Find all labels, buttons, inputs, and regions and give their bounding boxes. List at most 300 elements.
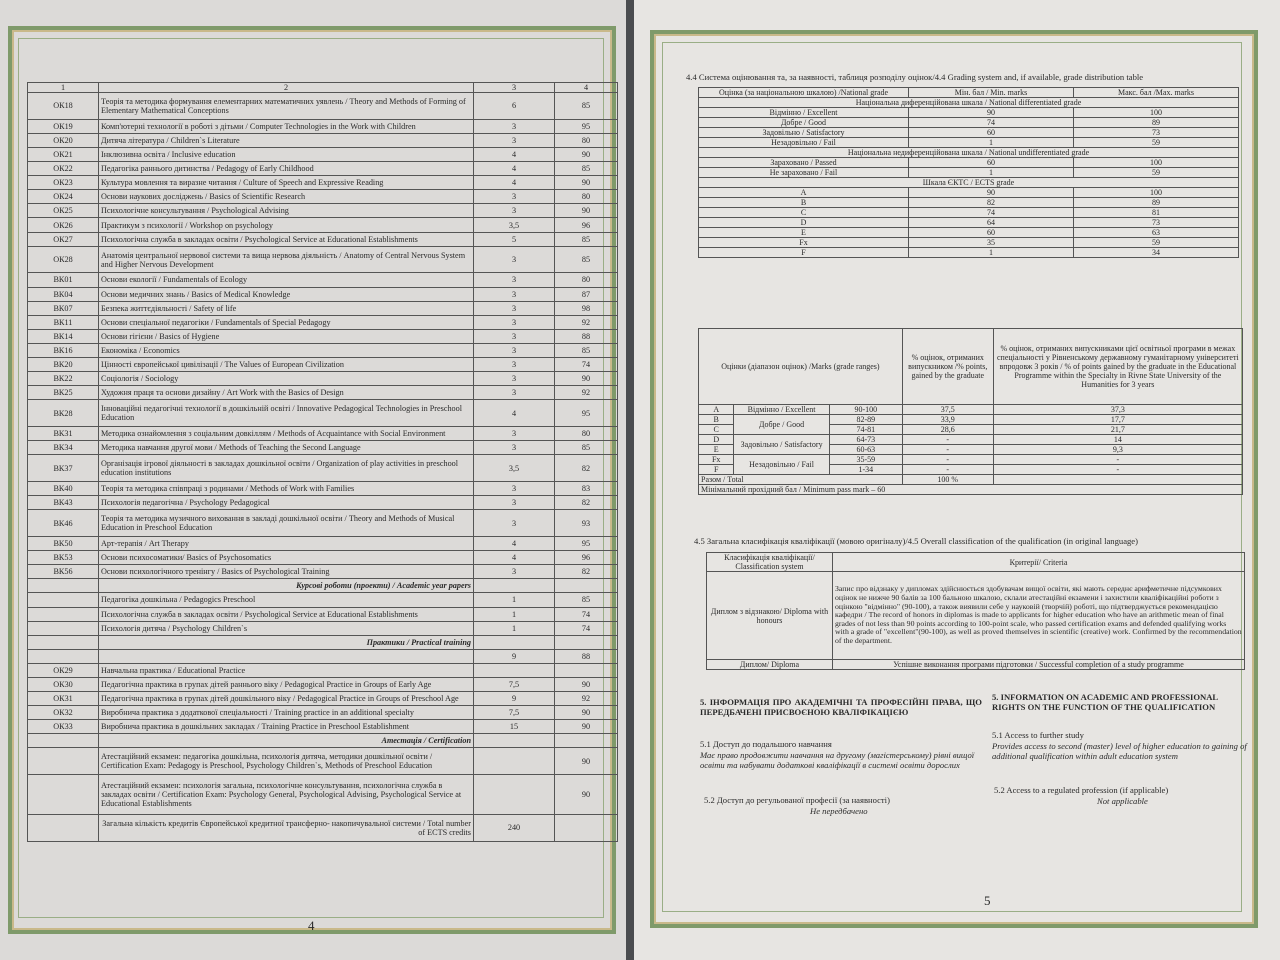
- course-name: Основи наукових досліджень / Basics of Scientific Research: [99, 190, 474, 204]
- distribution-pct: 33,9: [902, 415, 993, 425]
- course-code: ВК31: [28, 427, 99, 441]
- section-4-4-title: 4.4 Система оцінювання та, за наявності, таблиця розподілу оцінок/4.4 Grading system and, if available, grade distribution table: [686, 72, 1144, 82]
- distribution-range: 90-100: [829, 405, 902, 415]
- distribution-pct: 28,6: [902, 425, 993, 435]
- course-row: [28, 273, 618, 287]
- distribution-range: 1-34: [829, 465, 902, 475]
- course-code: ВК16: [28, 343, 99, 357]
- course-code: ВК11: [28, 315, 99, 329]
- course-code: ВК22: [28, 372, 99, 386]
- grading-row: [699, 238, 1239, 248]
- header-col-1: 1: [28, 83, 99, 93]
- distribution-ects: B: [699, 415, 734, 425]
- course-credits: 4: [474, 147, 555, 161]
- course-score: 90: [555, 372, 618, 386]
- course-code: ВК14: [28, 329, 99, 343]
- distribution-pct: -: [902, 455, 993, 465]
- diploma-criteria: Успішне виконання програми підготовки / Successful completion of a study programme: [833, 660, 1245, 670]
- course-row: [28, 649, 618, 663]
- course-score: [555, 663, 618, 677]
- distribution-prog: 17,7: [993, 415, 1242, 425]
- distribution-ects: E: [699, 445, 734, 455]
- distribution-ects: F: [699, 465, 734, 475]
- course-code: [28, 593, 99, 607]
- grading-system-table: [698, 87, 1239, 258]
- grading-min: 1: [909, 138, 1074, 148]
- course-score: 90: [555, 706, 618, 720]
- course-name: Інклюзивна освіта / Inclusive education: [99, 147, 474, 161]
- course-row: [28, 496, 618, 510]
- course-code: ВК28: [28, 400, 99, 427]
- page-number: 5: [984, 893, 991, 908]
- course-score: 92: [555, 386, 618, 400]
- grading-max: 59: [1074, 168, 1239, 178]
- course-row: [28, 372, 618, 386]
- course-score: 83: [555, 482, 618, 496]
- section-4-5-title: 4.5 Загальна класифікація кваліфікації (мовою оригіналу)/4.5 Overall classification of the qualification (in original language): [694, 536, 1138, 546]
- course-name: Основи екології / Fundamentals of Ecology: [99, 273, 474, 287]
- course-name: Педагогічна практика в групах дітей дошкільного віку / Pedagogical Practice in Groups of Preschool Age: [99, 692, 474, 706]
- distribution-range: 60-63: [829, 445, 902, 455]
- course-code: ВК04: [28, 287, 99, 301]
- course-code: ОК20: [28, 133, 99, 147]
- total-value: 240: [474, 814, 555, 841]
- distribution-prog: -: [993, 455, 1242, 465]
- section-title: Практики / Practical training: [99, 635, 474, 649]
- course-credits: 3: [474, 246, 555, 273]
- grading-row: [699, 108, 1239, 118]
- course-row: [28, 551, 618, 565]
- courses-table: [27, 82, 618, 842]
- section-5-1-title-en: 5.1 Access to further study: [992, 730, 1084, 740]
- course-name: Теорія та методика формування елементарних математичних уявлень / Theory and Methods of Forming of Elementary Mathematical Conceptions: [99, 93, 474, 120]
- grading-grade: A: [699, 188, 909, 198]
- course-name: Анатомія центральної нервової системи та вища нервова діяльність / Anatomy of Central Nervous System and Higher Nervous Development: [99, 246, 474, 273]
- grading-min: 90: [909, 108, 1074, 118]
- grading-min: 60: [909, 228, 1074, 238]
- course-code: ВК01: [28, 273, 99, 287]
- grading-header-national: Оцінка (за національною шкалою) /National grade: [699, 88, 909, 98]
- grading-undiff-rows: [699, 158, 1239, 178]
- course-row: [28, 720, 618, 734]
- course-name: Основи гігієни / Basics of Hygiene: [99, 329, 474, 343]
- course-code: [28, 775, 99, 814]
- course-code: ОК18: [28, 93, 99, 120]
- course-name: Основи медичних знань / Basics of Medical Knowledge: [99, 287, 474, 301]
- distribution-prog: -: [993, 465, 1242, 475]
- distribution-range: 64-73: [829, 435, 902, 445]
- course-credits: 3: [474, 204, 555, 218]
- course-code: ОК23: [28, 176, 99, 190]
- grading-max: 89: [1074, 118, 1239, 128]
- course-score: 90: [555, 775, 618, 814]
- course-score: 98: [555, 301, 618, 315]
- course-credits: 3: [474, 386, 555, 400]
- course-score: 80: [555, 190, 618, 204]
- distribution-label: Задовільно / Satisfactory: [734, 435, 829, 455]
- grading-max: 59: [1074, 238, 1239, 248]
- grading-row: [699, 168, 1239, 178]
- course-score: 85: [555, 93, 618, 120]
- grading-min: 60: [909, 158, 1074, 168]
- course-row: [28, 287, 618, 301]
- distribution-pct: -: [902, 445, 993, 455]
- course-name: Педагогіка дошкільна / Pedagogics Preschool: [99, 593, 474, 607]
- grading-grade: Зараховано / Passed: [699, 158, 909, 168]
- courses-table-body: [28, 93, 618, 842]
- classification-header-criteria: Критерії/ Criteria: [833, 553, 1245, 572]
- course-score: 85: [555, 593, 618, 607]
- course-row: [28, 119, 618, 133]
- distribution-prog: 21,7: [993, 425, 1242, 435]
- course-code: ВК43: [28, 496, 99, 510]
- course-row: [28, 775, 618, 814]
- grading-row: [699, 118, 1239, 128]
- honours-criteria: Запис про відзнаку у дипломах здійснюється здобувачам вищої освіти, які мають середнє арифметичне підсумкових оцінок не нижче 90 балів за 100 бальною шкалою, склали атестаційні екзамени і захистили кваліфікаційні роботи з оцінкою "відмінно" (90-100), а також виявили себе у науковій (творчій) роботі, що підтверджується рекомендацією кафедри / The record of honors in diplomas is made to applicants for higher education who have an arithmetic mean of final grades of not less than 90 points according to 100-point scale, who passed certification exams and defended qualifying works with a grade of "excellent"(90-100), as well as proved themselves in scientific (creative) work. Confirmed by the recommendation of the department.: [833, 572, 1245, 660]
- course-code: ВК40: [28, 482, 99, 496]
- course-credits: 1: [474, 607, 555, 621]
- grading-max: 59: [1074, 138, 1239, 148]
- course-code: ОК19: [28, 119, 99, 133]
- grading-grade: E: [699, 228, 909, 238]
- course-code: [28, 649, 99, 663]
- course-code: ВК25: [28, 386, 99, 400]
- grading-min: 82: [909, 198, 1074, 208]
- grading-row: [699, 158, 1239, 168]
- grading-grade: C: [699, 208, 909, 218]
- course-credits: 1: [474, 621, 555, 635]
- course-code: [28, 621, 99, 635]
- grading-diff-rows: [699, 108, 1239, 148]
- course-score: 93: [555, 510, 618, 537]
- course-row: [28, 218, 618, 232]
- course-credits: 3: [474, 372, 555, 386]
- section-row: [28, 734, 618, 748]
- grading-header-min: Мін. бал / Min. marks: [909, 88, 1074, 98]
- course-name: Навчальна практика / Educational Practice: [99, 663, 474, 677]
- course-credits: 15: [474, 720, 555, 734]
- course-score: 90: [555, 677, 618, 691]
- section-5-title-ua: 5. ІНФОРМАЦІЯ ПРО АКАДЕМІЧНІ ТА ПРОФЕСІЙНІ ПРАВА, ЩО ПЕРЕДБАЧЕНІ ПРИСВОЄНОЮ КВАЛІФІКАЦІЄЮ: [700, 697, 982, 717]
- grading-header-max: Макс. бал /Max. marks: [1074, 88, 1239, 98]
- course-name: Безпека життєдіяльності / Safety of life: [99, 301, 474, 315]
- grading-ects-title: Шкала ЄКТС / ECTS grade: [699, 178, 1239, 188]
- course-code: ВК34: [28, 441, 99, 455]
- course-name: Психологічна служба в закладах освіти / Psychological Service at Educational Establishments: [99, 607, 474, 621]
- course-credits: [474, 748, 555, 775]
- classification-diploma-row: [707, 660, 1245, 670]
- course-row: [28, 133, 618, 147]
- course-score: 92: [555, 692, 618, 706]
- course-credits: 3,5: [474, 455, 555, 482]
- course-credits: 3: [474, 565, 555, 579]
- grading-grade: Незадовільно / Fail: [699, 138, 909, 148]
- grading-max: 89: [1074, 198, 1239, 208]
- course-code: ВК37: [28, 455, 99, 482]
- course-credits: 3: [474, 482, 555, 496]
- course-score: 85: [555, 343, 618, 357]
- course-credits: 4: [474, 537, 555, 551]
- course-score: 96: [555, 218, 618, 232]
- course-row: [28, 343, 618, 357]
- course-row: [28, 190, 618, 204]
- course-name: Арт-терапія / Art Therapy: [99, 537, 474, 551]
- course-name: Теорія та методика музичного виховання в закладі дошкільної освіти / Theory and Methods of Musical Education in Preschool Education: [99, 510, 474, 537]
- grading-min: 74: [909, 208, 1074, 218]
- section-row: [28, 579, 618, 593]
- grading-min: 35: [909, 238, 1074, 248]
- diploma-label: Диплом/ Diploma: [707, 660, 833, 670]
- grading-header-row: [699, 88, 1239, 98]
- course-name: Дитяча література / Children`s Literature: [99, 133, 474, 147]
- total-label: Загальна кількість кредитів Європейської кредитної трансферно- накопичувальної системи / Total number of ECTS credits: [99, 814, 474, 841]
- course-row: [28, 482, 618, 496]
- grading-grade: Fx: [699, 238, 909, 248]
- distribution-prog: 14: [993, 435, 1242, 445]
- grading-row: [699, 198, 1239, 208]
- course-score: 90: [555, 147, 618, 161]
- course-name: Інноваційні педагогічні технології в дошкільній освіті / Innovative Pedagogical Technologies in Preschool Education: [99, 400, 474, 427]
- course-code: ОК33: [28, 720, 99, 734]
- course-name: Теорія та методика співпраці з родинами / Methods of Work with Families: [99, 482, 474, 496]
- course-name: Основи психосоматики/ Basics of Psychosomatics: [99, 551, 474, 565]
- section-row: [28, 635, 618, 649]
- course-score: 82: [555, 496, 618, 510]
- course-score: 80: [555, 133, 618, 147]
- distribution-label: Незадовільно / Fail: [734, 455, 829, 475]
- course-score: 88: [555, 329, 618, 343]
- course-row: [28, 593, 618, 607]
- course-credits: 3,5: [474, 218, 555, 232]
- course-row: [28, 441, 618, 455]
- course-credits: 3: [474, 510, 555, 537]
- classification-table: [706, 552, 1245, 670]
- grading-undiff-title: Національна недиференційована шкала / National undifferentiated grade: [699, 148, 1239, 158]
- section-5-title-en: 5. INFORMATION ON ACADEMIC AND PROFESSIONAL RIGHTS ON THE FUNCTION OF THE QUALIFICATION: [992, 692, 1218, 712]
- grading-grade: Задовільно / Satisfactory: [699, 128, 909, 138]
- course-row: [28, 706, 618, 720]
- course-credits: 3: [474, 301, 555, 315]
- book-spine: [626, 0, 634, 960]
- course-name: [99, 649, 474, 663]
- course-name: Психологія педагогічна / Psychology Pedagogical: [99, 496, 474, 510]
- distribution-pct: -: [902, 435, 993, 445]
- course-code: ОК28: [28, 246, 99, 273]
- course-credits: 4: [474, 400, 555, 427]
- distribution-ects: A: [699, 405, 734, 415]
- grading-min: 64: [909, 218, 1074, 228]
- course-score: 85: [555, 232, 618, 246]
- course-row: [28, 386, 618, 400]
- course-row: [28, 147, 618, 161]
- header-col-2: 2: [99, 83, 474, 93]
- course-row: [28, 176, 618, 190]
- course-credits: 3: [474, 441, 555, 455]
- grading-max: 63: [1074, 228, 1239, 238]
- course-code: ВК46: [28, 510, 99, 537]
- grade-distribution-table: [698, 328, 1243, 495]
- course-credits: 7,5: [474, 677, 555, 691]
- grading-grade: Не зараховано / Fail: [699, 168, 909, 178]
- course-credits: [474, 663, 555, 677]
- course-row: [28, 358, 618, 372]
- distribution-range: 74-81: [829, 425, 902, 435]
- course-credits: 3: [474, 358, 555, 372]
- distribution-ects: C: [699, 425, 734, 435]
- grading-max: 73: [1074, 128, 1239, 138]
- grading-row: [699, 248, 1239, 258]
- course-credits: 3: [474, 133, 555, 147]
- grading-grade: F: [699, 248, 909, 258]
- course-row: [28, 93, 618, 120]
- grading-grade: B: [699, 198, 909, 208]
- classification-header-row: [707, 553, 1245, 572]
- course-name: Організація ігрової діяльності в закладах дошкільної освіти / Organization of play activities in preschool education institutions: [99, 455, 474, 482]
- page-number: 4: [308, 918, 315, 933]
- section-5-2-title-ua: 5.2 Доступ до регульованої професії (за наявності): [704, 795, 890, 805]
- course-score: 80: [555, 427, 618, 441]
- course-name: Виробнича практика в дошкільних закладах / Training Practice in Preschool Establishment: [99, 720, 474, 734]
- course-name: Методика ознайомлення з соціальним довкіллям / Methods of Acquaintance with Social Environment: [99, 427, 474, 441]
- course-score: 90: [555, 176, 618, 190]
- section-title: Курсові роботи (проекти) / Academic year papers: [99, 579, 474, 593]
- distribution-total-value: 100 %: [902, 475, 993, 485]
- course-code: ВК07: [28, 301, 99, 315]
- course-credits: 3: [474, 273, 555, 287]
- course-score: 96: [555, 551, 618, 565]
- grading-ects-rows: [699, 188, 1239, 258]
- course-code: [28, 748, 99, 775]
- classification-header-system: Класифікація кваліфікації/ Classification system: [707, 553, 833, 572]
- distribution-label: Добре / Good: [734, 415, 829, 435]
- grading-min: 90: [909, 188, 1074, 198]
- course-score: 74: [555, 607, 618, 621]
- course-row: [28, 621, 618, 635]
- course-row: [28, 692, 618, 706]
- course-score: 95: [555, 537, 618, 551]
- distribution-header-pct: % оцінок, отриманих випускником /% points, gained by the graduate: [902, 329, 993, 405]
- course-credits: 3: [474, 287, 555, 301]
- grading-row: [699, 228, 1239, 238]
- grading-max: 100: [1074, 158, 1239, 168]
- course-row: [28, 301, 618, 315]
- right-page: [632, 0, 1280, 960]
- course-row: [28, 315, 618, 329]
- course-score: 80: [555, 273, 618, 287]
- course-code: [28, 607, 99, 621]
- course-score: 95: [555, 400, 618, 427]
- course-code: ОК25: [28, 204, 99, 218]
- course-credits: 9: [474, 692, 555, 706]
- course-name: Методика навчання другої мови / Methods of Teaching the Second Language: [99, 441, 474, 455]
- section-5-2-title-en: 5.2 Access to a regulated profession (if applicable): [994, 785, 1169, 795]
- course-name: Педагогічна практика в групах дітей раннього віку / Pedagogical Practice in Groups of Early Age: [99, 677, 474, 691]
- course-credits: 3: [474, 343, 555, 357]
- grading-min: 74: [909, 118, 1074, 128]
- grading-max: 100: [1074, 108, 1239, 118]
- distribution-range: 35-59: [829, 455, 902, 465]
- course-name: Основи психологічного тренінгу / Basics of Psychological Training: [99, 565, 474, 579]
- course-score: 88: [555, 649, 618, 663]
- course-code: ОК26: [28, 218, 99, 232]
- course-credits: 7,5: [474, 706, 555, 720]
- grading-min: 1: [909, 168, 1074, 178]
- course-row: [28, 204, 618, 218]
- course-row: [28, 427, 618, 441]
- course-score: 90: [555, 204, 618, 218]
- grading-max: 81: [1074, 208, 1239, 218]
- course-score: 90: [555, 720, 618, 734]
- grading-max: 100: [1074, 188, 1239, 198]
- distribution-header-marks: Оцінки (діапазон оцінок) /Marks (grade ranges): [699, 329, 903, 405]
- course-name: Атестаційний екзамен: педагогіка дошкільна, психологія дитяча, методики дошкільної освіти / Certification Exam: Pedagogy is Preschool, Psychology Children`s, Methods of Preschool Education: [99, 748, 474, 775]
- course-credits: 3: [474, 329, 555, 343]
- course-credits: 3: [474, 496, 555, 510]
- course-score: 95: [555, 119, 618, 133]
- grading-diff-title: Національна диференційована шкала / National differentiated grade: [699, 98, 1239, 108]
- course-score: 82: [555, 565, 618, 579]
- course-credits: 4: [474, 176, 555, 190]
- distribution-ects: Fx: [699, 455, 734, 465]
- course-name: Атестаційний екзамен: психологія загальна, психологічне консультування, психологічна служба в закладах освіти / Certification Exam: Psychology General, Psychological Advising, Psychological Service at Educational Establishments: [99, 775, 474, 814]
- grading-row: [699, 208, 1239, 218]
- course-name: Психологія дитяча / Psychology Children`s: [99, 621, 474, 635]
- table-header-row: [28, 83, 618, 93]
- course-row: [28, 663, 618, 677]
- course-score: 90: [555, 748, 618, 775]
- distribution-row: [699, 455, 1243, 465]
- section-5-2-text-ua: Не передбачено: [810, 806, 868, 816]
- course-code: ОК21: [28, 147, 99, 161]
- course-credits: [474, 775, 555, 814]
- grading-grade: D: [699, 218, 909, 228]
- course-row: [28, 246, 618, 273]
- distribution-range: 82-89: [829, 415, 902, 425]
- course-code: ВК20: [28, 358, 99, 372]
- course-credits: 5: [474, 232, 555, 246]
- distribution-pct: -: [902, 465, 993, 475]
- course-credits: 3: [474, 190, 555, 204]
- course-score: 92: [555, 315, 618, 329]
- course-code: ОК29: [28, 663, 99, 677]
- course-credits: 9: [474, 649, 555, 663]
- course-row: [28, 232, 618, 246]
- course-name: Соціологія / Sociology: [99, 372, 474, 386]
- grading-grade: Добре / Good: [699, 118, 909, 128]
- honours-label: Диплом з відзнакою/ Diploma with honours: [707, 572, 833, 660]
- classification-honours-row: [707, 572, 1245, 660]
- course-name: Економіка / Economics: [99, 343, 474, 357]
- course-row: [28, 748, 618, 775]
- distribution-pct: 37,5: [902, 405, 993, 415]
- course-row: [28, 677, 618, 691]
- grading-min: 60: [909, 128, 1074, 138]
- distribution-prog: 37,3: [993, 405, 1242, 415]
- distribution-header-prog: % оцінок, отриманих випускниками цієї освітньої програми в межах спеціальності у Рівненському державному гуманітарному університеті впродовж 3 років / % of points gained by the graduate in the Educational Programme within the Specialty in Rivne State University of the Humanities for 3 years: [993, 329, 1242, 405]
- left-page: [0, 0, 628, 960]
- distribution-total-row: [699, 475, 1243, 485]
- course-code: ОК22: [28, 162, 99, 176]
- total-row: [28, 814, 618, 841]
- course-name: Виробнича практика з додаткової спеціальності / Training practice in an additional specialty: [99, 706, 474, 720]
- header-col-3: 3: [474, 83, 555, 93]
- distribution-row: [699, 405, 1243, 415]
- section-5-1-text-en: Provides access to second (master) level of higher education to gaining of additional qualification within adult education system: [992, 741, 1247, 761]
- course-code: ОК30: [28, 677, 99, 691]
- course-name: Практикум з психології / Workshop on psychology: [99, 218, 474, 232]
- grading-max: 73: [1074, 218, 1239, 228]
- course-name: Комп'ютерні технології в роботі з дітьми / Computer Technologies in the Work with Children: [99, 119, 474, 133]
